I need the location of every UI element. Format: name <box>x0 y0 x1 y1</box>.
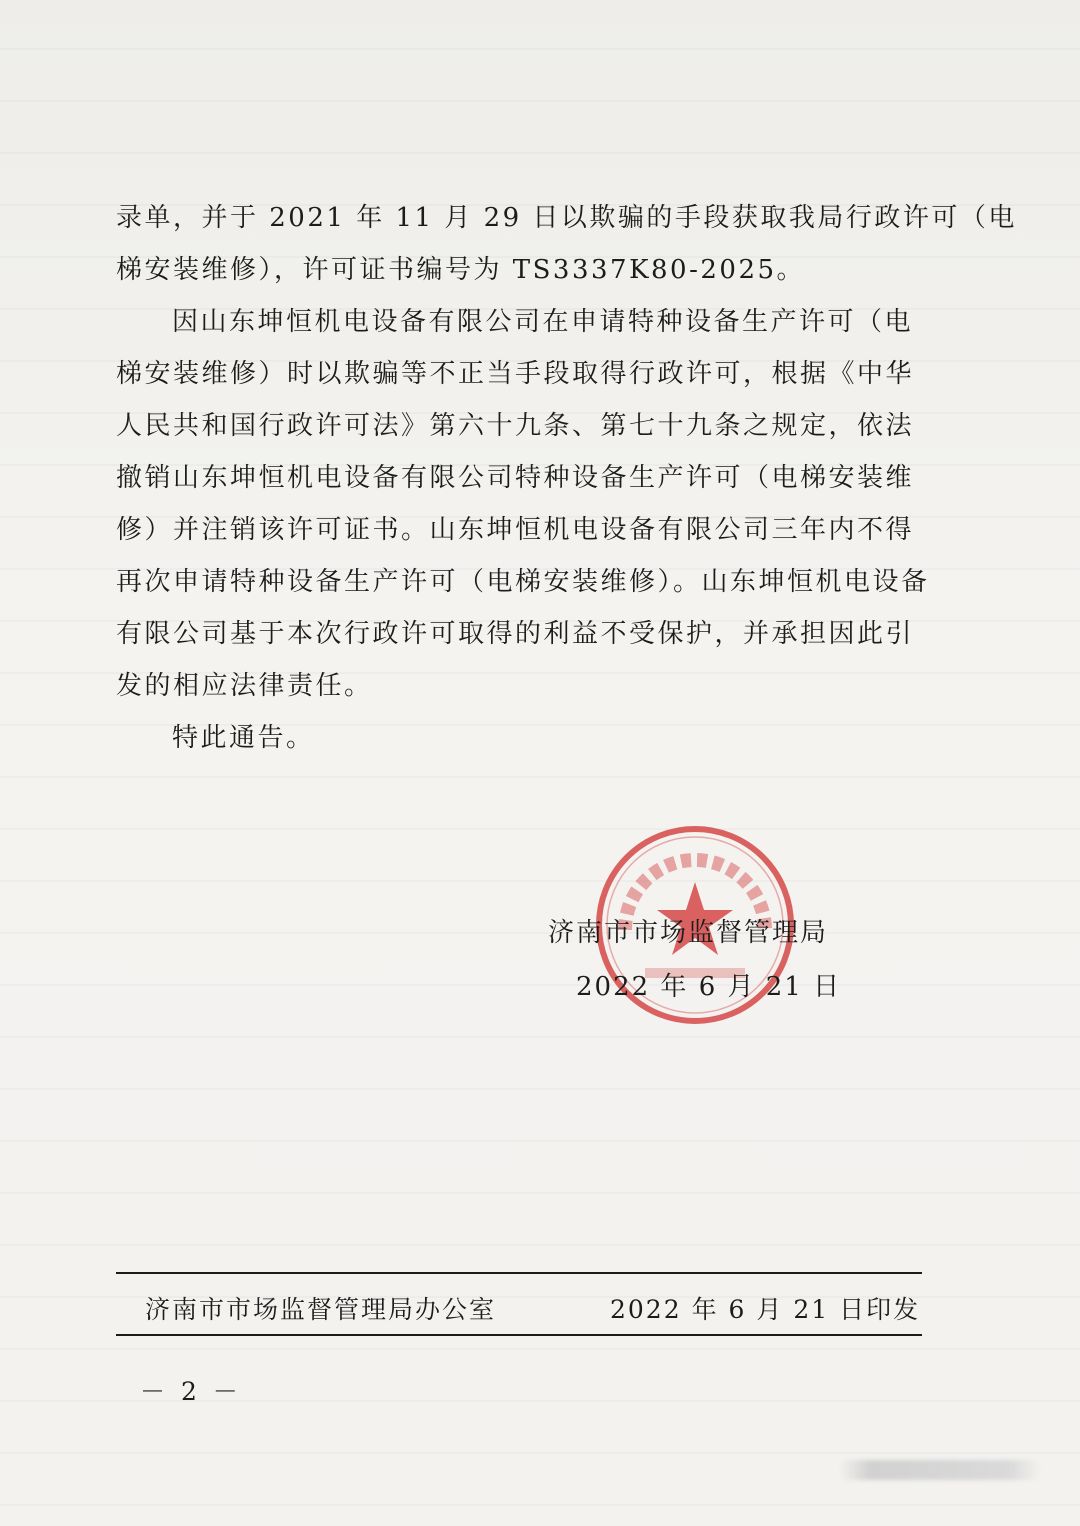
closing-phrase: 特此通告。 <box>172 723 315 753</box>
body-text <box>116 192 1017 764</box>
signing-date: 2022 年 6 月 21 日 <box>576 972 842 1002</box>
body-line: 人民共和国行政许可法》第六十九条、第七十九条之规定，依法 <box>116 411 915 441</box>
page-number: － 2 － <box>140 1377 242 1406</box>
body-line: 修）并注销该许可证书。山东坤恒机电设备有限公司三年内不得 <box>116 515 915 545</box>
body-line: 发的相应法律责任。 <box>116 671 373 701</box>
signing-organization: 济南市市场监督管理局 <box>548 918 829 948</box>
body-line: 有限公司基于本次行政许可取得的利益不受保护，并承担因此引 <box>116 619 915 649</box>
body-line: 梯安装维修）时以欺骗等不正当手段取得行政许可，根据《中华 <box>116 359 915 389</box>
body-line: 录单，并于 2021 年 11 月 29 日以欺骗的手段获取我局行政许可（电 <box>116 203 1017 233</box>
footer-bottom-rule <box>116 1334 922 1336</box>
body-line: 撤销山东坤恒机电设备有限公司特种设备生产许可（电梯安装维 <box>116 463 915 493</box>
issue-date: 2022 年 6 月 21 日印发 <box>610 1295 921 1324</box>
footer-top-rule <box>116 1272 922 1274</box>
issuing-office: 济南市市场监督管理局办公室 <box>145 1295 497 1324</box>
blurred-watermark <box>840 1460 1040 1480</box>
body-line: 梯安装维修），许可证书编号为 TS3337K80-2025。 <box>116 255 806 285</box>
body-line: 再次申请特种设备生产许可（电梯安装维修）。山东坤恒机电设备 <box>116 567 930 597</box>
body-line: 因山东坤恒机电设备有限公司在申请特种设备生产许可（电 <box>172 307 914 337</box>
